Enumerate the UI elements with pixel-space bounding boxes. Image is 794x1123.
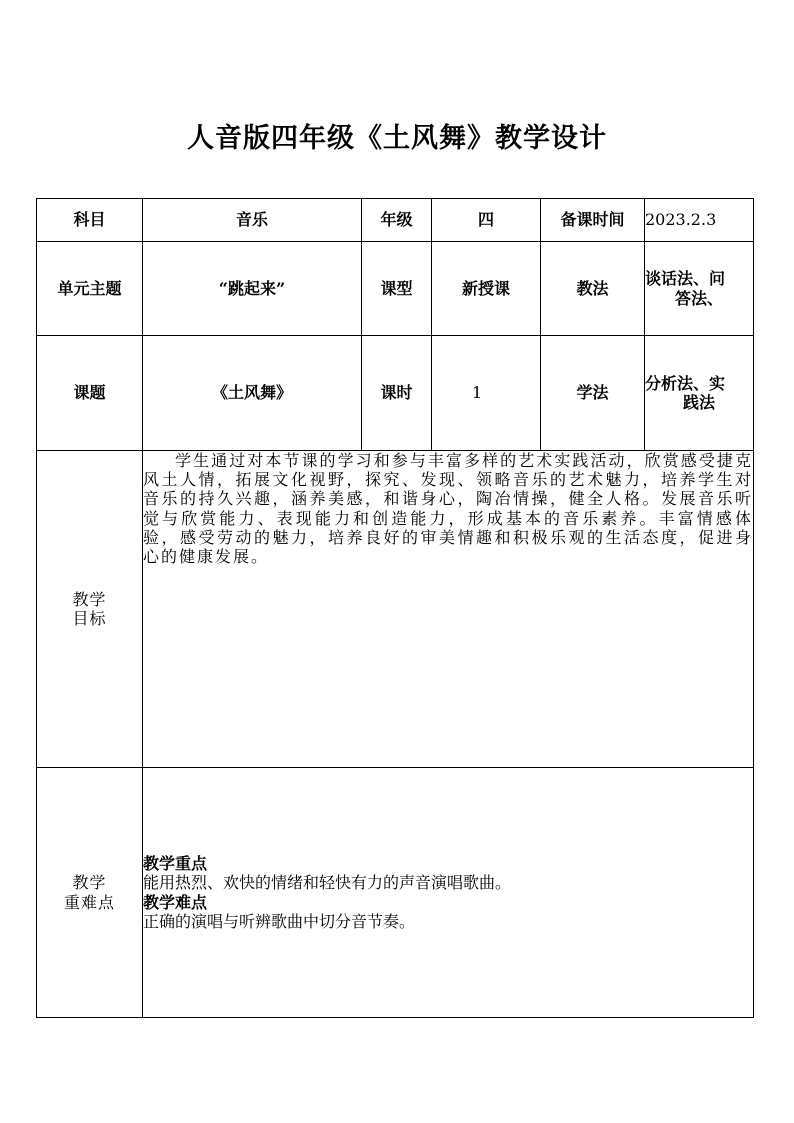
subject-label: 科目 <box>37 199 143 242</box>
objectives-text: 学生通过对本节课的学习和参与丰富多样的艺术实践活动，欣赏感受捷克风土人情，拓展文化视野，探究、发现、领略音乐的艺术魅力，培养学生对音乐的持久兴趣，涵养美感，和谐身心，陶冶情操，健全人格。发展音乐听觉与欣赏能力、表现能力和创造能力，形成基本的音乐素养。丰富情感体验，感受劳动的魅力，培养良好的审美情趣和积极乐观的生活态度，促进身心的健康发展。 <box>143 451 754 768</box>
focus-text: 能用热烈、欢快的情绪和轻快有力的声音演唱歌曲。 <box>143 873 512 893</box>
key-points-label <box>37 768 143 1018</box>
learn-method-value <box>645 336 754 451</box>
table-row-objectives <box>37 451 754 768</box>
table-row-topic <box>37 336 754 451</box>
type-label: 课型 <box>362 242 432 336</box>
difficulty-heading: 教学难点 <box>143 892 208 912</box>
hours-label: 课时 <box>362 336 432 451</box>
subject-value: 音乐 <box>143 199 362 242</box>
teach-method-line1: 谈话法、问 <box>645 269 726 289</box>
learn-method-label: 学法 <box>541 336 645 451</box>
objectives-label <box>37 451 143 768</box>
teach-method-value <box>645 242 754 336</box>
hours-value: 1 <box>432 336 541 451</box>
learn-method-line1: 分析法、实 <box>645 373 726 393</box>
prep-time-value: 2023.2.3 <box>645 199 754 242</box>
key-points-label-line1: 教学 <box>72 873 107 893</box>
table-row-subject <box>37 199 754 242</box>
objectives-label-line1: 教学 <box>72 589 107 609</box>
grade-value: 四 <box>432 199 541 242</box>
learn-method-line2: 践法 <box>682 393 715 412</box>
teach-method-line2: 答法、 <box>674 288 723 308</box>
objectives-label-line2: 目标 <box>72 609 107 628</box>
document-title: 人音版四年级《土风舞》教学设计 <box>187 123 607 154</box>
grade-label: 年级 <box>362 199 432 242</box>
unit-value: “跳起来” <box>143 242 362 336</box>
key-points-label-line2: 重难点 <box>63 892 115 912</box>
focus-heading: 教学重点 <box>143 854 208 874</box>
unit-label: 单元主题 <box>37 242 143 336</box>
prep-time-label: 备课时间 <box>541 199 645 242</box>
lesson-plan-table <box>36 198 754 1018</box>
topic-value: 《土风舞》 <box>143 336 362 451</box>
teach-method-label: 教法 <box>541 242 645 336</box>
key-points-content <box>143 768 754 1018</box>
table-row-key-points <box>37 768 754 1018</box>
type-value: 新授课 <box>432 242 541 336</box>
difficulty-text: 正确的演唱与听辨歌曲中切分音节奏。 <box>143 911 416 931</box>
table-row-unit <box>37 242 754 336</box>
topic-label: 课题 <box>37 336 143 451</box>
